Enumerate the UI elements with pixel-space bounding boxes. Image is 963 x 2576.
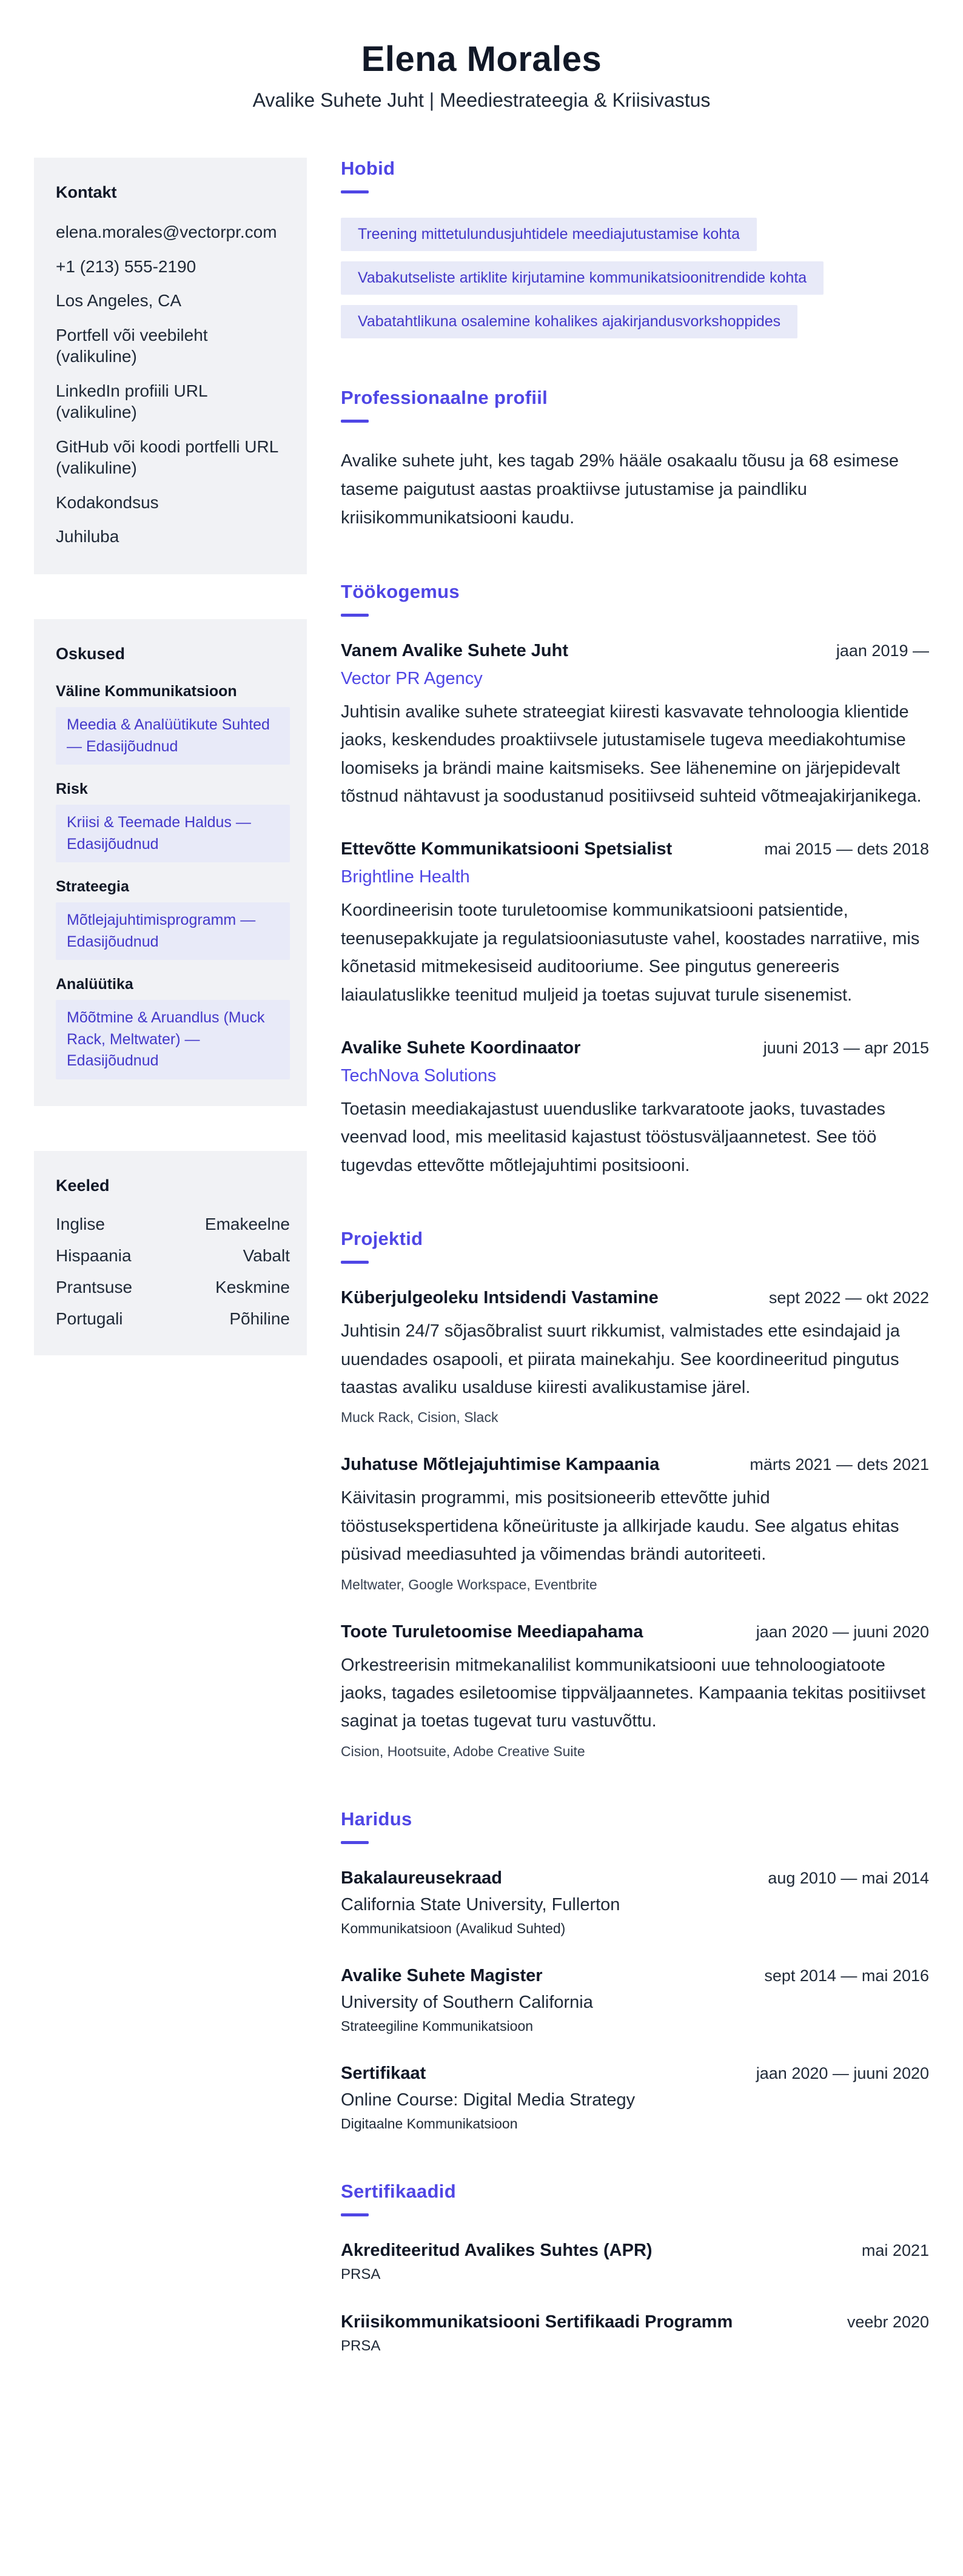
hobby-chip: Vabakutseliste artiklite kirjutamine kommunikatsioonitrendide kohta bbox=[341, 261, 824, 295]
entry-header bbox=[341, 1966, 929, 1986]
section-underline bbox=[341, 614, 369, 617]
candidate-headline: Avalike Suhete Juht | Meediestrateegia & Kriisivastus bbox=[252, 89, 711, 111]
field-of-study: Strateegiline Kommunikatsioon bbox=[341, 2018, 534, 2034]
experience-entry bbox=[341, 1038, 929, 1179]
education-entry bbox=[341, 1868, 929, 1937]
certificate-entry bbox=[341, 2241, 929, 2283]
job-dates: jaan 2019 — bbox=[836, 641, 929, 660]
resume-header bbox=[34, 39, 929, 112]
contact-section bbox=[34, 158, 307, 574]
project-title: Küberjulgeoleku Intsidendi Vastamine bbox=[341, 1288, 659, 1308]
contact-location: Los Angeles, CA bbox=[56, 291, 182, 310]
hobby-chip: Treening mittetulundusjuhtidele meediajutustamise kohta bbox=[341, 218, 757, 251]
entry-header bbox=[341, 1038, 929, 1058]
project-description: Orkestreerisin mitmekanalilist kommunikatsiooni uue tehnoloogiatoote jaoks, tagades esiletoomise tippväljaannetes. Kampaania tekitas positiivset saginat ja toetas tugevat turu vastuvõttu. bbox=[341, 1655, 925, 1731]
education-section bbox=[341, 1808, 929, 2132]
skill-category-label: Risk bbox=[56, 780, 88, 798]
language-name: Inglise bbox=[56, 1214, 105, 1233]
project-tools: Meltwater, Google Workspace, Eventbrite bbox=[341, 1576, 597, 1592]
entry-header bbox=[341, 2312, 929, 2332]
entry-header bbox=[341, 641, 929, 661]
company-name: Vector PR Agency bbox=[341, 668, 483, 688]
language-row bbox=[56, 1309, 290, 1329]
entry-header bbox=[341, 1868, 929, 1888]
job-dates: mai 2015 — dets 2018 bbox=[764, 840, 929, 859]
resume-body bbox=[34, 158, 929, 2355]
language-name: Prantsuse bbox=[56, 1277, 133, 1296]
project-title: Toote Turuletoomise Meediapahama bbox=[341, 1622, 643, 1642]
entry-header bbox=[341, 839, 929, 859]
degree-name: Sertifikaat bbox=[341, 2063, 426, 2083]
certificates-title: Sertifikaadid bbox=[341, 2180, 456, 2202]
field-of-study: Kommunikatsioon (Avalikud Suhted) bbox=[341, 1920, 566, 1936]
project-entry bbox=[341, 1288, 929, 1426]
project-title: Juhatuse Mõtlejajuhtimise Kampaania bbox=[341, 1455, 660, 1475]
profile-summary: Avalike suhete juht, kes tagab 29% hääle osakaalu tõusu ja 68 esimese taseme paigutust aastas proaktiivse jutustamise ja paindliku kriisikommunikatsiooni kaudu. bbox=[341, 451, 899, 528]
candidate-name: Elena Morales bbox=[361, 39, 602, 79]
skill-category-label: Analüütika bbox=[56, 976, 133, 993]
section-underline bbox=[341, 1841, 369, 1844]
profile-section bbox=[341, 387, 929, 532]
degree-name: Avalike Suhete Magister bbox=[341, 1965, 543, 1985]
skill-chip: Mõõtmine & Aruandlus (Muck Rack, Meltwater) — Edasijõudnud bbox=[56, 1000, 290, 1079]
project-dates: märts 2021 — dets 2021 bbox=[750, 1455, 929, 1474]
language-row bbox=[56, 1215, 290, 1234]
job-title: Vanem Avalike Suhete Juht bbox=[341, 640, 568, 660]
school-name: University of Southern California bbox=[341, 1992, 593, 2012]
contact-phone: +1 (213) 555-2190 bbox=[56, 257, 196, 276]
language-row bbox=[56, 1278, 290, 1297]
skills-title: Oskused bbox=[56, 645, 126, 663]
certificate-entry bbox=[341, 2312, 929, 2355]
language-level: Emakeelne bbox=[204, 1214, 290, 1233]
job-dates: juuni 2013 — apr 2015 bbox=[763, 1039, 929, 1058]
skill-category-label: Strateegia bbox=[56, 878, 129, 896]
experience-title: Töökogemus bbox=[341, 580, 460, 602]
school-name: California State University, Fullerton bbox=[341, 1894, 620, 1914]
experience-entry bbox=[341, 839, 929, 1009]
skill-chip: Meedia & Analüütikute Suhted — Edasijõudnud bbox=[56, 707, 290, 765]
language-name: Hispaania bbox=[56, 1246, 132, 1265]
education-entry bbox=[341, 2064, 929, 2132]
project-tools: Cision, Hootsuite, Adobe Creative Suite bbox=[341, 1743, 585, 1759]
language-name: Portugali bbox=[56, 1309, 123, 1328]
job-description: Juhtisin avalike suhete strateegiat kiiresti kasvavate tehnoloogia klientide jaoks, keskendudes proaktiivsele jutustamisele tugeva meediakohtumise loomiseks ja brändi maine kaitsmiseks. See lähenemine on järjepidevalt tõstnud nähtavust ja soodustanud positiivseid suhteid võtmeajakirjanikega. bbox=[341, 702, 922, 807]
section-underline bbox=[341, 190, 369, 193]
certificate-date: veebr 2020 bbox=[847, 2312, 929, 2331]
contact-portfolio: Portfell või veebileht (valikuline) bbox=[56, 325, 208, 366]
skill-category-label: Väline Kommunikatsioon bbox=[56, 683, 237, 700]
job-title: Avalike Suhete Koordinaator bbox=[341, 1038, 581, 1058]
project-entry bbox=[341, 1622, 929, 1760]
certificate-issuer: PRSA bbox=[341, 2337, 381, 2354]
skills-section bbox=[34, 619, 307, 1106]
company-name: TechNova Solutions bbox=[341, 1066, 497, 1086]
hobbies-section bbox=[341, 158, 929, 338]
section-underline bbox=[341, 1261, 369, 1264]
skill-group bbox=[56, 683, 290, 765]
main-column bbox=[341, 158, 929, 2355]
language-row bbox=[56, 1246, 290, 1266]
project-dates: sept 2022 — okt 2022 bbox=[768, 1289, 929, 1307]
skill-group bbox=[56, 780, 290, 862]
education-dates: jaan 2020 — juuni 2020 bbox=[756, 2064, 929, 2082]
entry-header bbox=[341, 2064, 929, 2084]
project-dates: jaan 2020 — juuni 2020 bbox=[756, 1622, 929, 1641]
entry-header bbox=[341, 1455, 929, 1475]
certificates-section bbox=[341, 2181, 929, 2355]
job-description: Koordineerisin toote turuletoomise kommunikatsiooni patsientide, teenusepakkujate ja regulatsiooniasutuste vahel, koostades narratiive, mis kõnetasid mitmekesiseid auditooriume. See pingutus genereeris laiaulatuslikke teenitud muljeid ja toetas sujuvat turule sisenemist. bbox=[341, 901, 920, 1005]
entry-header bbox=[341, 1622, 929, 1642]
languages-title: Keeled bbox=[56, 1176, 110, 1195]
job-description: Toetasin meediakajastust uuenduslike tarkvaratoote jaoks, tuvastades veenvad lood, mis meelitasid kajastust tööstusväljaannetest. See töö tugevdas ettevõtte mõtlejajuhtimi positsiooni. bbox=[341, 1099, 885, 1175]
entry-header bbox=[341, 2241, 929, 2261]
certificate-date: mai 2021 bbox=[861, 2241, 929, 2259]
education-dates: aug 2010 — mai 2014 bbox=[768, 1868, 929, 1887]
hobby-chip: Vabatahtlikuna osalemine kohalikes ajakirjandusvorkshoppides bbox=[341, 305, 797, 338]
experience-section bbox=[341, 581, 929, 1179]
school-name: Online Course: Digital Media Strategy bbox=[341, 2090, 636, 2110]
skill-group bbox=[56, 878, 290, 960]
degree-name: Bakalaureusekraad bbox=[341, 1868, 502, 1888]
language-level: Põhiline bbox=[229, 1309, 290, 1328]
experience-entry bbox=[341, 641, 929, 811]
project-entry bbox=[341, 1455, 929, 1592]
skill-group bbox=[56, 976, 290, 1079]
certificate-name: Kriisikommunikatsiooni Sertifikaadi Programm bbox=[341, 2312, 733, 2332]
contact-github: GitHub või koodi portfelli URL (valikuline) bbox=[56, 437, 278, 478]
profile-title: Professionaalne profiil bbox=[341, 387, 548, 408]
languages-section bbox=[34, 1151, 307, 1355]
education-entry bbox=[341, 1966, 929, 2034]
projects-title: Projektid bbox=[341, 1228, 423, 1250]
skill-chip: Mõtlejajuhtimisprogramm — Edasijõudnud bbox=[56, 902, 290, 960]
project-description: Käivitasin programmi, mis positsioneerib ettevõtte juhid tööstusekspertidena kõneürituste ja allkirjade kaudu. See algatus ehitas püsivad meediasuhted ja võimendas brändi autoriteeti. bbox=[341, 1488, 899, 1565]
field-of-study: Digitaalne Kommunikatsioon bbox=[341, 2115, 518, 2132]
certificate-issuer: PRSA bbox=[341, 2266, 381, 2283]
section-underline bbox=[341, 420, 369, 423]
language-level: Keskmine bbox=[215, 1277, 290, 1296]
job-title: Ettevõtte Kommunikatsiooni Spetsialist bbox=[341, 839, 673, 859]
contact-drivers-license: Juhiluba bbox=[56, 527, 119, 546]
contact-linkedin: LinkedIn profiili URL (valikuline) bbox=[56, 381, 207, 422]
project-tools: Muck Rack, Cision, Slack bbox=[341, 1409, 498, 1426]
contact-email: elena.morales@vectorpr.com bbox=[56, 223, 277, 241]
education-title: Haridus bbox=[341, 1808, 412, 1830]
education-dates: sept 2014 — mai 2016 bbox=[764, 1966, 929, 1985]
section-underline bbox=[341, 2213, 369, 2216]
contact-citizenship: Kodakondsus bbox=[56, 492, 159, 512]
language-level: Vabalt bbox=[243, 1246, 290, 1265]
hobbies-title: Hobid bbox=[341, 158, 395, 179]
certificate-name: Akrediteeritud Avalikes Suhtes (APR) bbox=[341, 2240, 653, 2260]
contact-title: Kontakt bbox=[56, 183, 117, 201]
skill-chip: Kriisi & Teemade Haldus — Edasijõudnud bbox=[56, 805, 290, 862]
projects-section bbox=[341, 1228, 929, 1760]
entry-header bbox=[341, 1288, 929, 1308]
project-description: Juhtisin 24/7 sõjasõbralist suurt rikkumist, valmistades ette esindajaid ja uuendades osapooli, et piirata mainekahju. See koordineeritud pingutus taastas avaliku usalduse kiiresti avalikustamise järel. bbox=[341, 1321, 900, 1397]
company-name: Brightline Health bbox=[341, 867, 470, 887]
sidebar bbox=[34, 158, 307, 1355]
